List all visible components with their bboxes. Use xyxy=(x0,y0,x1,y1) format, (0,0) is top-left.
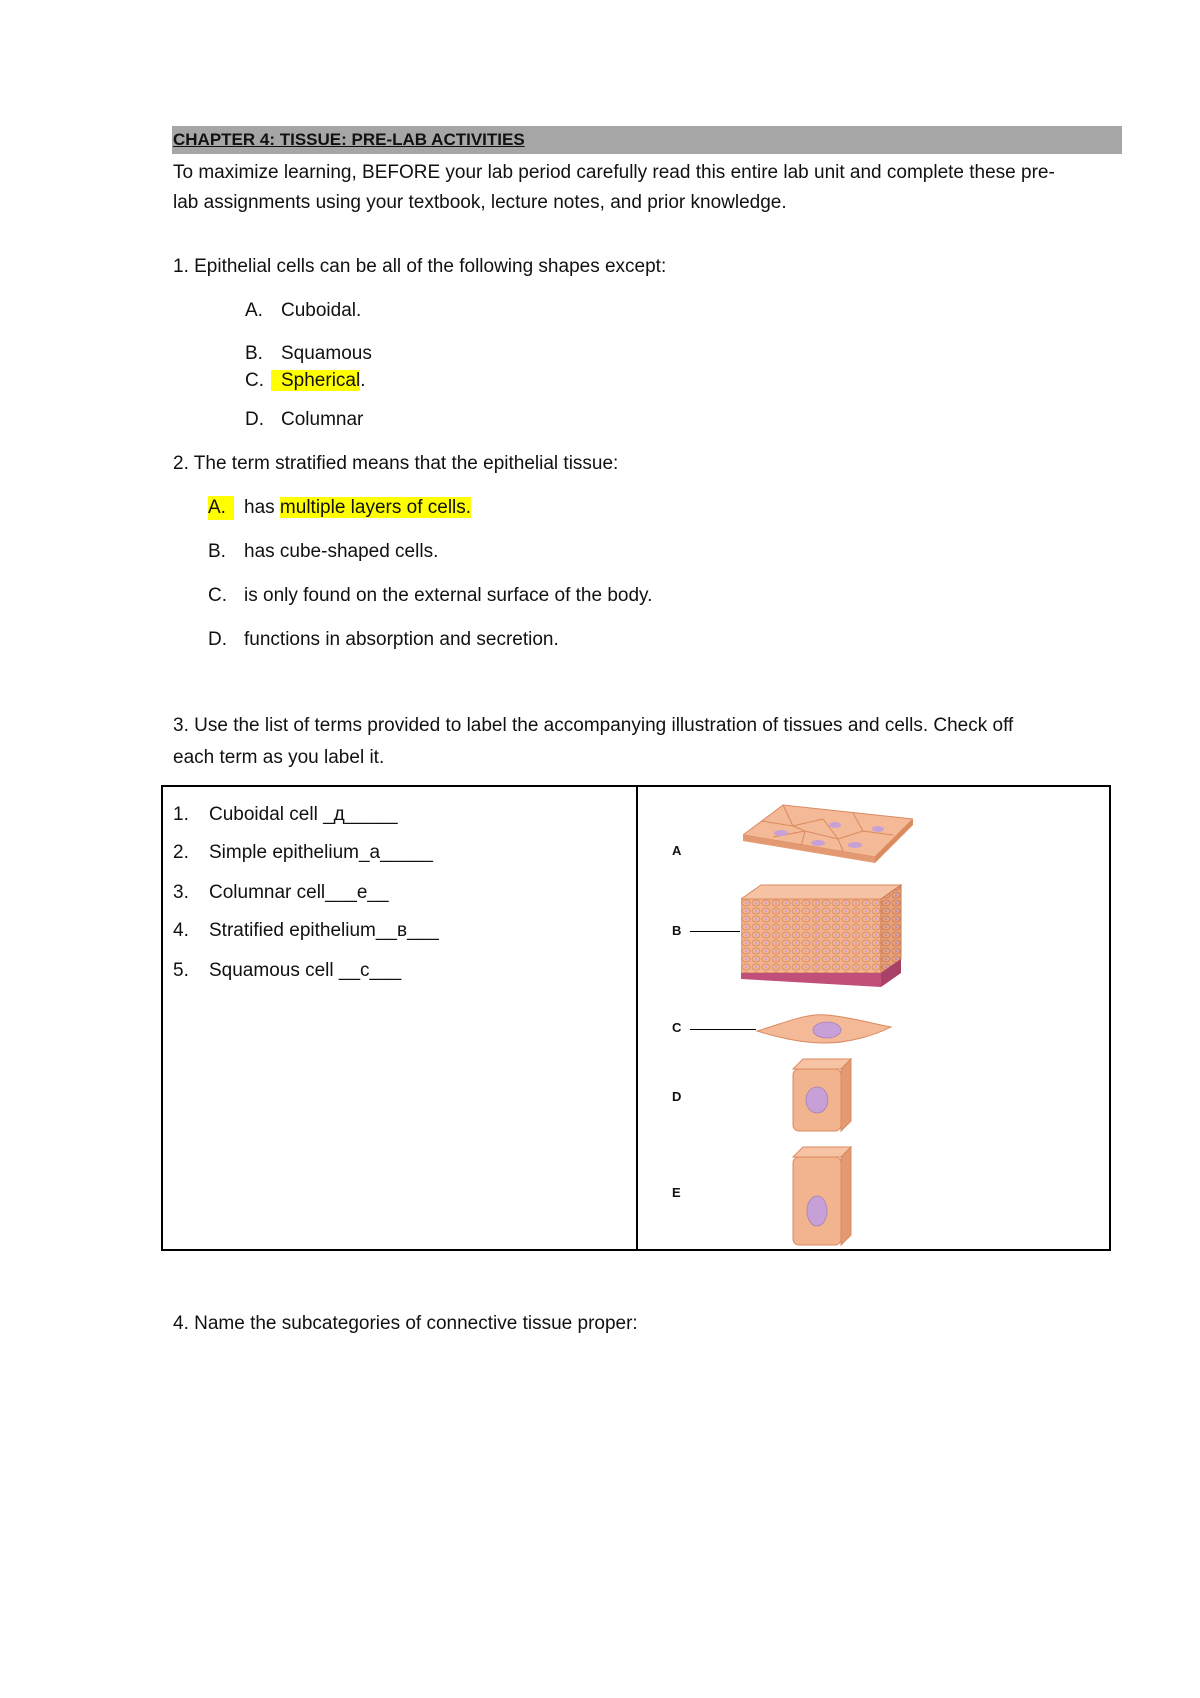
highlighted-answer: multiple layers of cells. xyxy=(279,497,472,518)
simple-epithelium-illustration xyxy=(743,801,913,871)
term-text: Columnar cell___e__ xyxy=(209,882,389,903)
option-letter: A. xyxy=(208,496,234,520)
q2-option-a xyxy=(208,496,471,520)
cuboidal-cell-illustration xyxy=(783,1057,863,1137)
term-item xyxy=(173,841,433,865)
q2-option-c xyxy=(208,584,652,608)
term-number: 1. xyxy=(173,804,189,825)
q2-question: 2. The term stratified means that the epithelial tissue: xyxy=(173,453,619,474)
option-letter: B. xyxy=(245,343,263,364)
option-letter: D. xyxy=(245,409,264,430)
q2-option-d xyxy=(208,628,559,652)
intro-line-1: To maximize learning, BEFORE your lab period carefully read this entire lab unit and complete these pre- xyxy=(173,162,1055,183)
option-letter: C. xyxy=(245,370,264,391)
q3-question-line-1: 3. Use the list of terms provided to label the accompanying illustration of tissues and cells. Check off xyxy=(173,715,1014,736)
option-text: functions in absorption and secretion. xyxy=(244,629,559,650)
option-text: Cuboidal. xyxy=(281,300,362,321)
figure-label-e: E xyxy=(672,1185,681,1200)
option-text: has cube-shaped cells. xyxy=(244,541,439,562)
option-letter: A. xyxy=(245,300,263,321)
squamous-cell-illustration xyxy=(755,1009,895,1049)
figure-label-c: C xyxy=(672,1020,682,1035)
term-text: Cuboidal cell _д_____ xyxy=(209,804,398,825)
option-text: Squamous xyxy=(281,343,372,364)
leader-line-b xyxy=(690,931,740,932)
q1-option-d xyxy=(245,408,363,432)
term-text: Stratified epithelium__в___ xyxy=(209,920,439,941)
term-item xyxy=(173,919,439,943)
term-text: Squamous cell __c___ xyxy=(209,960,402,981)
labeling-table xyxy=(161,785,1111,1251)
columnar-cell-illustration xyxy=(783,1145,863,1250)
q1-option-a xyxy=(245,299,361,323)
term-text: Simple epithelium_a_____ xyxy=(209,842,433,863)
term-item xyxy=(173,803,398,827)
stratified-epithelium-illustration xyxy=(741,883,911,1003)
option-suffix: . xyxy=(360,370,366,391)
option-letter: D. xyxy=(208,629,227,650)
figure-label-b: B xyxy=(672,923,682,938)
option-text: Columnar xyxy=(281,409,364,430)
q1-option-c xyxy=(245,369,366,393)
option-text: is only found on the external surface of the body. xyxy=(244,585,653,606)
intro-line-2: lab assignments using your textbook, lecture notes, and prior knowledge. xyxy=(173,192,787,213)
q4-question: 4. Name the subcategories of connective tissue proper: xyxy=(173,1313,638,1334)
table-divider xyxy=(636,787,638,1249)
term-item xyxy=(173,881,389,905)
option-letter: C. xyxy=(208,585,227,606)
page-title: CHAPTER 4: TISSUE: PRE-LAB ACTIVITIES xyxy=(173,130,525,149)
figure-label-a: A xyxy=(672,843,682,858)
q1-option-b xyxy=(245,342,372,366)
highlighted-answer: Spherical xyxy=(271,370,360,391)
figure-label-d: D xyxy=(672,1089,682,1104)
leader-line-c xyxy=(690,1029,756,1030)
term-number: 2. xyxy=(173,842,189,863)
q3-question-line-2: each term as you label it. xyxy=(173,747,385,768)
option-prefix: has xyxy=(244,497,280,518)
term-number: 4. xyxy=(173,920,189,941)
term-number: 3. xyxy=(173,882,189,903)
q1-question: 1. Epithelial cells can be all of the following shapes except: xyxy=(173,256,667,277)
term-number: 5. xyxy=(173,960,189,981)
q2-option-b xyxy=(208,540,438,564)
term-item xyxy=(173,959,401,983)
option-letter: B. xyxy=(208,541,226,562)
